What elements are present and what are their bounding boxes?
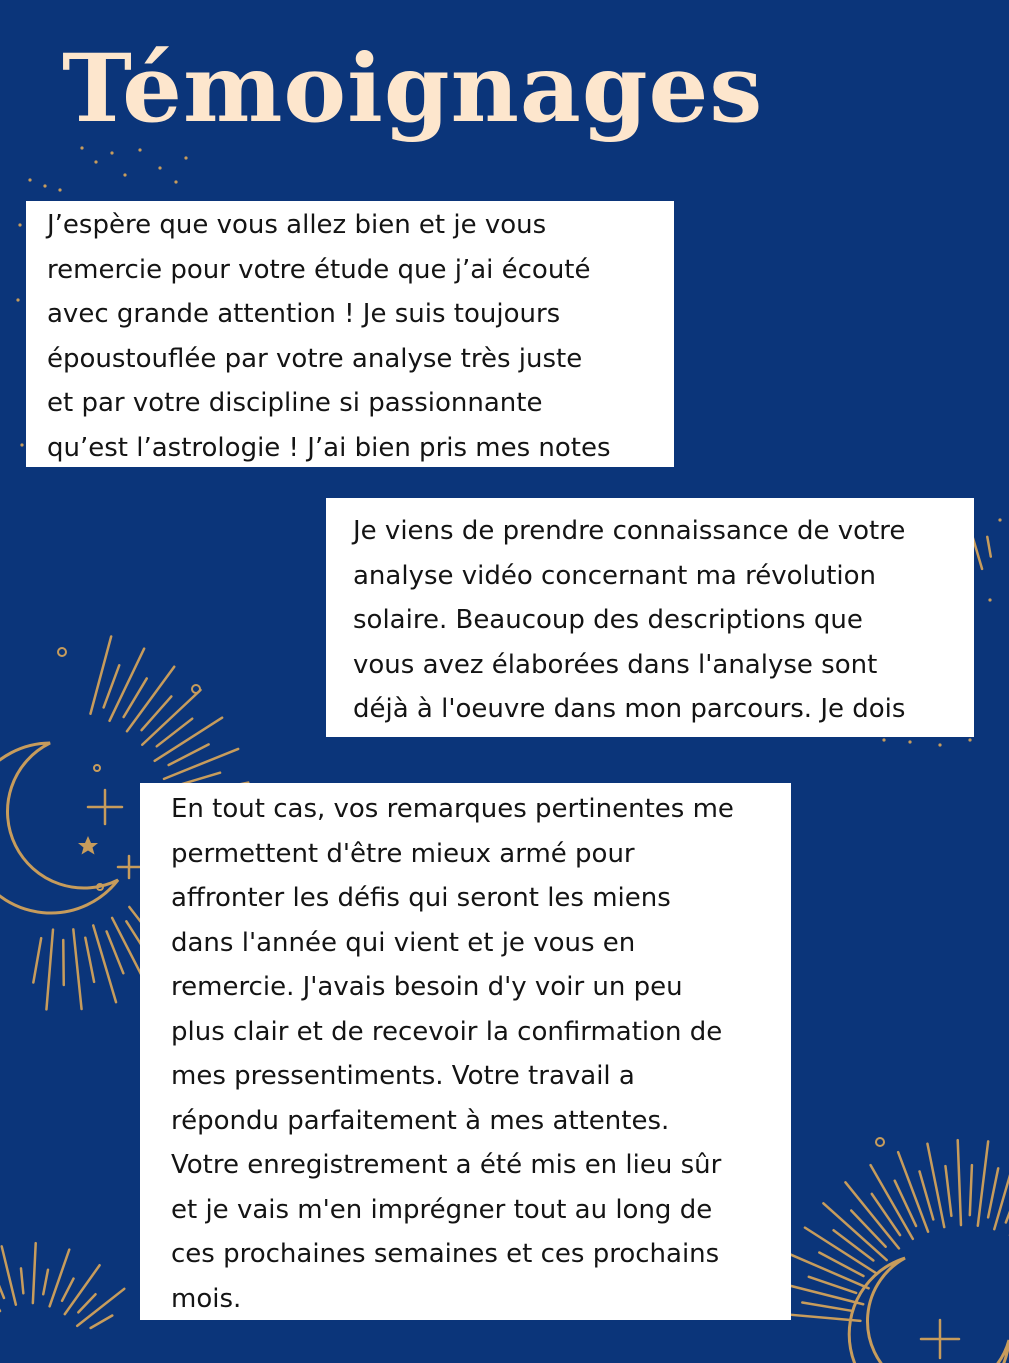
sparkle-star-icon (921, 1320, 959, 1358)
testimonial-line: vous avez élaborées dans l'analyse sont (353, 649, 878, 680)
testimonial-line: répondu parfaitement à mes attentes. (171, 1105, 670, 1136)
testimonial-line: analyse vidéo concernant ma révolution (353, 560, 877, 591)
crescent-moon-icon (849, 1258, 1009, 1363)
sunburst-icon (0, 1243, 124, 1328)
testimonial-line: et je vais m'en imprégner tout au long de (171, 1194, 713, 1225)
testimonial-line: J’espère que vous allez bien et je vous (47, 210, 547, 240)
testimonial-line: permettent d'être mieux armé pour (171, 838, 635, 869)
testimonial-line: Votre enregistrement a été mis en lieu sûr (171, 1150, 722, 1180)
sparkle-star-icon (88, 790, 140, 878)
testimonial-line: déjà à l'oeuvre dans mon parcours. Je dois (353, 694, 906, 724)
sunburst-icon (776, 1140, 1009, 1321)
testimonial-line: solaire. Beaucoup des descriptions que (353, 605, 863, 635)
testimonial-card (326, 498, 974, 737)
testimonial-line: affronter les défis qui seront les miens (171, 883, 671, 913)
testimonial-line: et par votre discipline si passionnante (47, 388, 543, 418)
testimonial-line: ces prochaines semaines et ces prochains (171, 1239, 720, 1269)
testimonial-line: remercie. J'avais besoin d'y voir un peu (171, 972, 683, 1002)
testimonial-line: remercie pour votre étude que j’ai écouté (47, 254, 591, 285)
small-star-icon (78, 836, 98, 855)
testimonial-line: plus clair et de recevoir la confirmation de (171, 1016, 723, 1047)
testimonial-line: dans l'année qui vient et je vous en (171, 927, 636, 958)
page-title: Témoignages (62, 34, 764, 144)
testimonial-line: mois. (171, 1283, 242, 1314)
testimonial-line: mes pressentiments. Votre travail a (171, 1061, 635, 1091)
testimonial-card (140, 783, 791, 1320)
testimonial-line: avec grande attention ! Je suis toujours (47, 299, 561, 329)
testimonial-card (26, 201, 674, 467)
testimonial-line: qu’est l’astrologie ! J’ai bien pris mes notes (47, 432, 611, 463)
testimonial-line: époustouflée par votre analyse très juste (47, 343, 583, 374)
testimonial-line: Je viens de prendre connaissance de votre (353, 516, 906, 546)
testimonial-line: En tout cas, vos remarques pertinentes me (171, 794, 734, 824)
